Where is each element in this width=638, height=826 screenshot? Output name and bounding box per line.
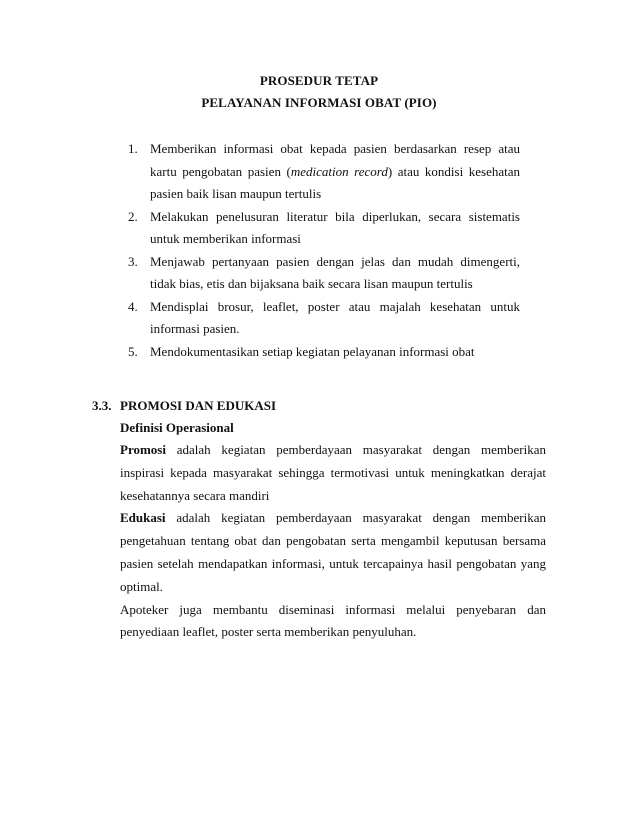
list-item-text: Menjawab pertanyaan pasien dengan jelas dan mudah dimengerti, tidak bias, etis dan bijaksana baik secara lisan maupun tertulis — [150, 253, 520, 291]
section-title: PROMOSI DAN EDUKASI — [120, 398, 277, 413]
procedure-list — [120, 138, 520, 363]
section-body — [92, 417, 546, 644]
list-item-number: 4. — [128, 298, 138, 314]
list-item — [120, 341, 520, 364]
list-item — [120, 206, 520, 251]
list-item-text: Mendokumentasikan setiap kegiatan pelayanan informasi obat — [150, 343, 475, 359]
list-item — [120, 296, 520, 341]
list-item-italic-term: medication record — [290, 163, 388, 179]
title-line-2: PELAYANAN INFORMASI OBAT (PIO) — [201, 95, 437, 110]
title-line-1: PROSEDUR TETAP — [259, 73, 379, 88]
section-promosi-edukasi — [92, 395, 546, 644]
edukasi-text: adalah kegiatan pemberdayaan masyarakat dengan memberikan pengetahuan tentang obat dan pengobatan serta mengambil keputusan bersama pasien setelah mendapatkan informasi, untuk tercapainya hasil pengobatan yang optimal. — [120, 510, 546, 594]
section-number: 3.3. — [92, 398, 112, 413]
list-item-number: 2. — [128, 208, 138, 224]
list-item-text: Memberikan informasi obat kepada pasien berdasarkan resep atau kartu pengobatan pasien ( — [150, 141, 520, 179]
list-item-text-after: ) atau kondisi kesehatan pasien baik lisan maupun tertulis — [150, 163, 520, 201]
list-item-number: 3. — [128, 253, 138, 269]
list-item-number: 1. — [128, 141, 138, 156]
list-item-text: Mendisplai brosur, leaflet, poster atau majalah kesehatan untuk informasi pasien. — [150, 298, 520, 336]
apoteker-paragraph: Apoteker juga membantu diseminasi informasi melalui penyebaran dan penyediaan leaflet, poster serta memberikan penyuluhan. — [120, 601, 546, 640]
edukasi-paragraph — [120, 507, 546, 598]
promosi-paragraph — [120, 439, 546, 507]
list-item — [120, 251, 520, 296]
edukasi-term: Edukasi — [120, 510, 166, 526]
subheading: Definisi Operasional — [120, 420, 234, 435]
section-heading — [92, 395, 546, 417]
promosi-text: adalah kegiatan pemberdayaan masyarakat dengan memberikan inspirasi kepada masyarakat sehingga termotivasi untuk meningkatkan derajat kesehatannya secara mandiri — [120, 442, 546, 503]
list-item — [120, 138, 520, 206]
promosi-term: Promosi — [120, 442, 166, 457]
list-item-text: Melakukan penelusuran literatur bila diperlukan, secara sistematis untuk memberikan informasi — [150, 208, 520, 246]
list-item-number: 5. — [128, 343, 138, 359]
